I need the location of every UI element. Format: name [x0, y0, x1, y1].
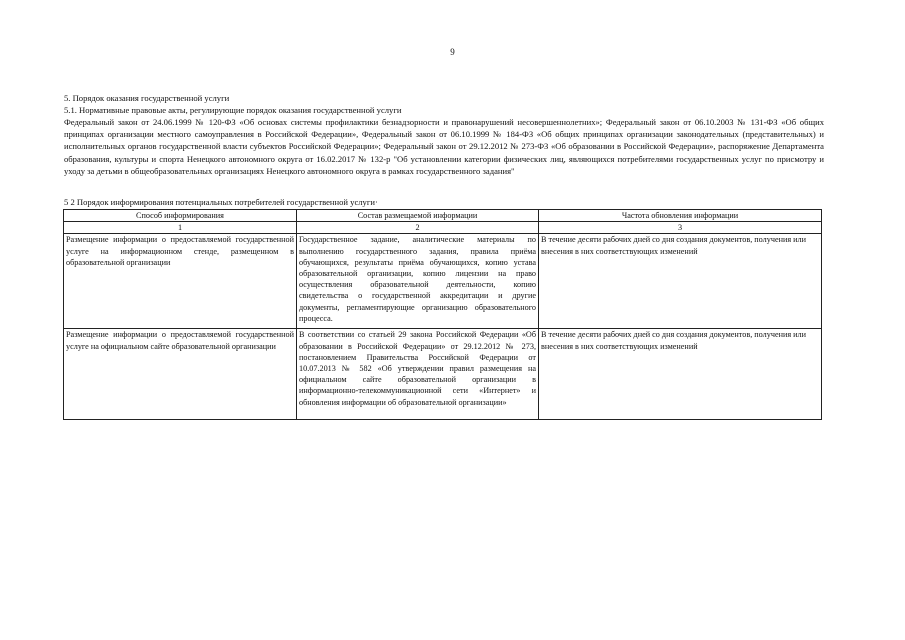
cell-frequency: В течение десяти рабочих дней со дня создания документов, получения или внесения в них соответствующих изменений	[539, 329, 822, 420]
cell-content: В соответствии со статьей 29 закона Российской Федерации «Об образовании в Российской Федерации» от 29.12.2012 № 273, постановлением Правительства Российской Федерации от 10.07.2013 № 582 «Об утверждении правил размещения на официальном сайте образовательной организации в информационно-телекоммуникационной сети «Интернет» и обновления информации об образовательной организации»	[297, 329, 539, 420]
column-number-2: 2	[297, 222, 539, 234]
column-number-3: 3	[539, 222, 822, 234]
header-content: Состав размещаемой информации	[297, 210, 539, 222]
information-table	[63, 209, 822, 420]
section-5-2-title: 5 2 Порядок информирования потенциальных потребителей государственной услуги·	[64, 197, 378, 207]
cell-method: Размещение информации о предоставляемой государственной услуге на информационном стенде, размещенном в образовательной организации	[64, 234, 297, 329]
cell-method: Размещение информации о предоставляемой государственной услуге на официальном сайте образовательной организации	[64, 329, 297, 420]
section-5-1-body: Федеральный закон от 24.06.1999 № 120-ФЗ «Об основах системы профилактики безнадзорности и правонарушений несовершеннолетних»; Федеральный закон от 06.10.2003 № 131-ФЗ «Об общих принципах организации местного самоуправления в Российской Федерации», Федеральный закон от 06.10.1999 № 184-ФЗ «Об общих принципах организации законодательных (представительных) и исполнительных органов государственной власти субъектов Российской Федерации»; Федеральный закон от 29.12.2012 № 273-ФЗ «Об образовании в Российской Федерации», распоряжение Департамента образования, культуры и спорта Ненецкого автономного округа от 16.02.2017 № 132-р "Об установлении категории физических лиц, являющихся потребителями государственных услуг по присмотру и уходу за детьми в общеобразовательных организациях Ненецкого автономного округа в рамках государственного задания"	[64, 117, 824, 176]
table-header-row	[64, 210, 822, 222]
section-5-title: 5. Порядок оказания государственной услуги	[64, 93, 230, 103]
column-number-1: 1	[64, 222, 297, 234]
cell-content: Государственное задание, аналитические материалы по выполнению государственного задания, правила приёма обучающихся, результаты приёма обучающихся, копию устава образовательной организации, копию лицензии на право осуществления образовательной деятельности, копию свидетельства о государственной аккредитации и другие документы, регламентирующие организацию образовательного процесса.	[297, 234, 539, 329]
page-number: 9	[450, 47, 455, 57]
cell-frequency: В течение десяти рабочих дней со дня создания документов, получения или внесения в них соответствующих изменений	[539, 234, 822, 329]
header-method: Способ информирования	[64, 210, 297, 222]
section-5-1-title: 5.1. Нормативные правовые акты, регулирующие порядок оказания государственной услуги	[64, 105, 402, 115]
table-row	[64, 329, 822, 420]
header-frequency: Частота обновления информации	[539, 210, 822, 222]
table-row	[64, 234, 822, 329]
table-number-row	[64, 222, 822, 234]
